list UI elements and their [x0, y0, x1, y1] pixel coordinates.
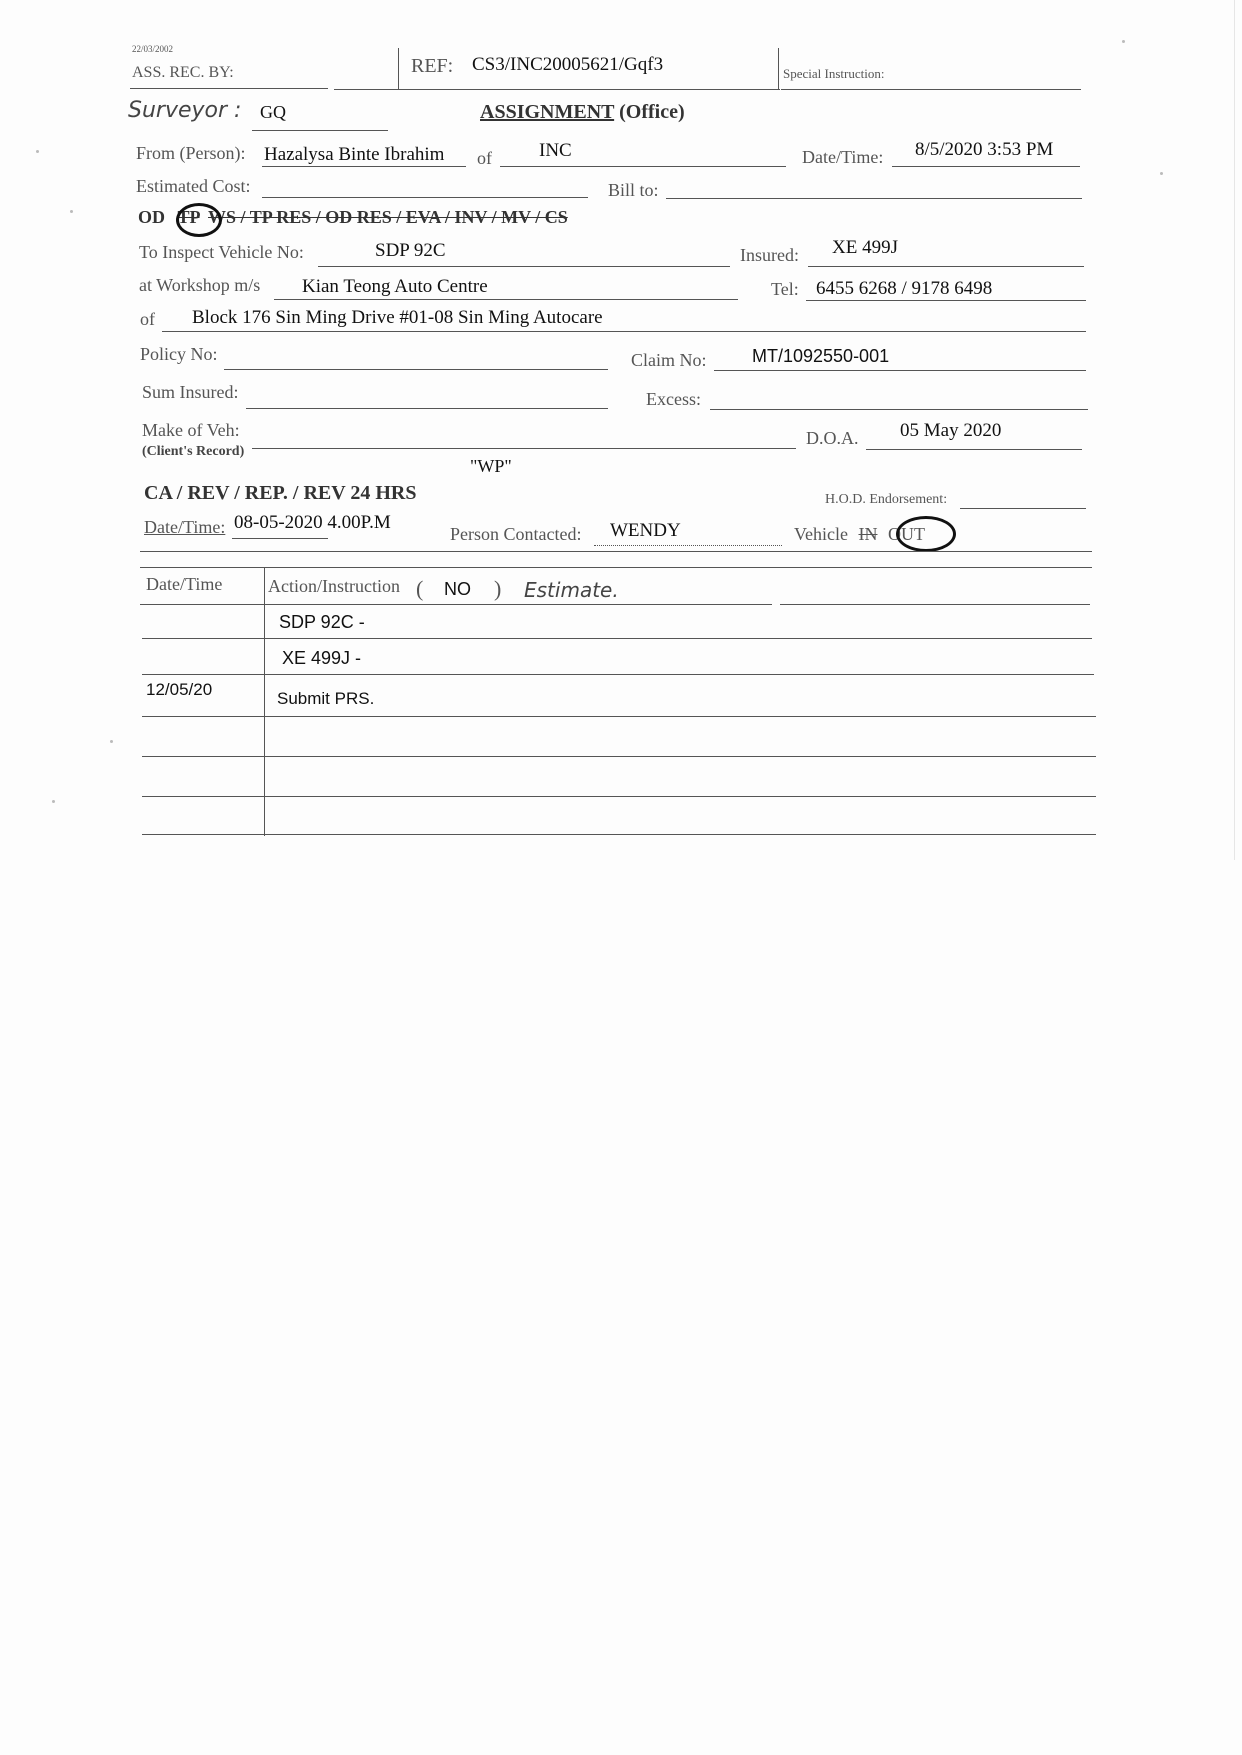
policy-label: Policy No: [140, 344, 218, 364]
doa-underline [866, 449, 1082, 450]
ref-value: CS3/INC20005621/Gqf3 [472, 54, 664, 75]
make-label: Make of Veh: [142, 420, 240, 440]
sum-insured-label: Sum Insured: [142, 382, 239, 402]
doa-value: 05 May 2020 [900, 420, 1002, 441]
table-row-rule-5 [142, 796, 1096, 797]
scan-speck [1122, 40, 1125, 43]
row-2-action: XE 499J - [282, 648, 362, 668]
bill-to-label: Bill to: [608, 180, 659, 200]
insured-underline [808, 266, 1084, 267]
scan-speck [1160, 172, 1163, 175]
table-header-rule-right [780, 604, 1090, 605]
hod-label: H.O.D. Endorsement: [825, 492, 948, 507]
vehicle-status-word: Vehicle [794, 524, 848, 544]
table-row-rule-3 [142, 716, 1096, 717]
ref-underline [334, 89, 780, 90]
person-contacted-value: WENDY [610, 520, 681, 541]
excess-underline [710, 409, 1088, 410]
from-underline [262, 166, 466, 167]
tel-label: Tel: [771, 279, 799, 299]
tel-value: 6455 6268 / 9178 6498 [816, 278, 993, 299]
form-title [480, 101, 685, 124]
row-3-action: Submit PRS. [277, 689, 375, 708]
claim-underline [714, 370, 1086, 371]
estimate-note: Estimate. [524, 578, 619, 602]
type-tp: TP [177, 207, 200, 227]
scan-speck [110, 740, 113, 743]
vehicle-label: To Inspect Vehicle No: [139, 242, 304, 262]
surveyor-value: GQ [260, 102, 286, 122]
vehicle-value: SDP 92C [375, 240, 446, 261]
received-date: 22/03/2002 [132, 44, 174, 54]
scan-speck [52, 800, 55, 803]
special-instruction-underline [781, 89, 1081, 90]
contact-datetime-underline [232, 538, 328, 539]
table-row-rule-4 [142, 756, 1096, 757]
form-title-sub: (Office) [619, 101, 685, 123]
header-divider-2 [778, 48, 779, 90]
table-row-rule-6 [142, 834, 1096, 835]
out-selection-circle [896, 516, 956, 552]
datetime-underline [892, 166, 1080, 167]
type-od: OD [138, 207, 165, 227]
scan-speck [36, 150, 39, 153]
excess-label: Excess: [646, 389, 701, 409]
paren-close: ) [494, 576, 502, 601]
person-contacted-underline [594, 545, 782, 546]
paren-open: ( [416, 576, 424, 601]
address-label: of [140, 309, 155, 329]
special-instruction-label: Special Instruction: [783, 66, 885, 81]
row-1-action: SDP 92C - [279, 612, 365, 632]
wp-note: "WP" [470, 456, 512, 476]
type-rest: WS / TP RES / OD RES / EVA / INV / MV / CS [208, 207, 568, 227]
vehicle-underline [318, 266, 730, 267]
contact-row-rule [140, 551, 1092, 552]
header-divider-1 [398, 48, 399, 90]
workshop-value: Kian Teong Auto Centre [302, 276, 488, 297]
table-top-rule [140, 567, 1092, 568]
workshop-label: at Workshop m/s [139, 275, 261, 295]
table-row-rule-1 [142, 638, 1092, 639]
ref-label: REF: [411, 55, 454, 77]
scan-edge [1234, 0, 1235, 860]
claim-value: MT/1092550-001 [752, 346, 890, 366]
insured-value: XE 499J [832, 237, 898, 258]
of-value: INC [539, 140, 572, 161]
from-label: From (Person): [136, 143, 246, 163]
sum-insured-underline [246, 408, 608, 409]
estimated-cost-label: Estimated Cost: [136, 176, 251, 196]
address-underline [162, 331, 1086, 332]
address-value: Block 176 Sin Ming Drive #01-08 Sin Ming Autocare [192, 307, 603, 328]
person-contacted-label: Person Contacted: [450, 524, 582, 544]
form-title-main: ASSIGNMENT [480, 101, 615, 123]
no-value: NO [444, 579, 471, 599]
from-value: Hazalysa Binte Ibrahim [264, 144, 445, 165]
datetime-value: 8/5/2020 3:53 PM [915, 139, 1054, 160]
table-row-rule-2 [142, 674, 1094, 675]
table-header-action: Action/Instruction [268, 576, 400, 596]
contact-datetime-value: 08-05-2020 4.00P.M [234, 512, 391, 533]
tel-underline [806, 300, 1086, 301]
policy-underline [224, 369, 608, 370]
hod-underline [960, 508, 1086, 509]
doa-label: D.O.A. [806, 428, 859, 448]
row-3-date: 12/05/20 [146, 680, 213, 699]
make-underline [252, 448, 796, 449]
scan-speck [70, 210, 73, 213]
table-header-rule [140, 604, 772, 605]
datetime-label: Date/Time: [802, 147, 884, 167]
ass-rec-by-underline [130, 88, 328, 89]
client-record-label: (Client's Record) [142, 444, 245, 459]
vehicle-out: OUT [887, 524, 925, 544]
ass-rec-by-label: ASS. REC. BY: [132, 64, 234, 81]
vehicle-in: IN [858, 524, 878, 544]
insured-label: Insured: [740, 245, 799, 265]
contact-datetime-label: Date/Time: [144, 517, 226, 537]
surveyor-label: Surveyor : [128, 98, 242, 123]
workshop-underline [274, 299, 738, 300]
estimated-cost-underline [262, 197, 588, 198]
of-underline [500, 166, 786, 167]
tp-selection-circle [176, 203, 222, 237]
of-label: of [477, 148, 492, 168]
ca-rev-options: CA / REV / REP. / REV 24 HRS [144, 482, 417, 504]
bill-to-underline [666, 198, 1082, 199]
table-header-date: Date/Time [146, 574, 223, 594]
surveyor-underline [252, 130, 388, 131]
claim-label: Claim No: [631, 350, 707, 370]
